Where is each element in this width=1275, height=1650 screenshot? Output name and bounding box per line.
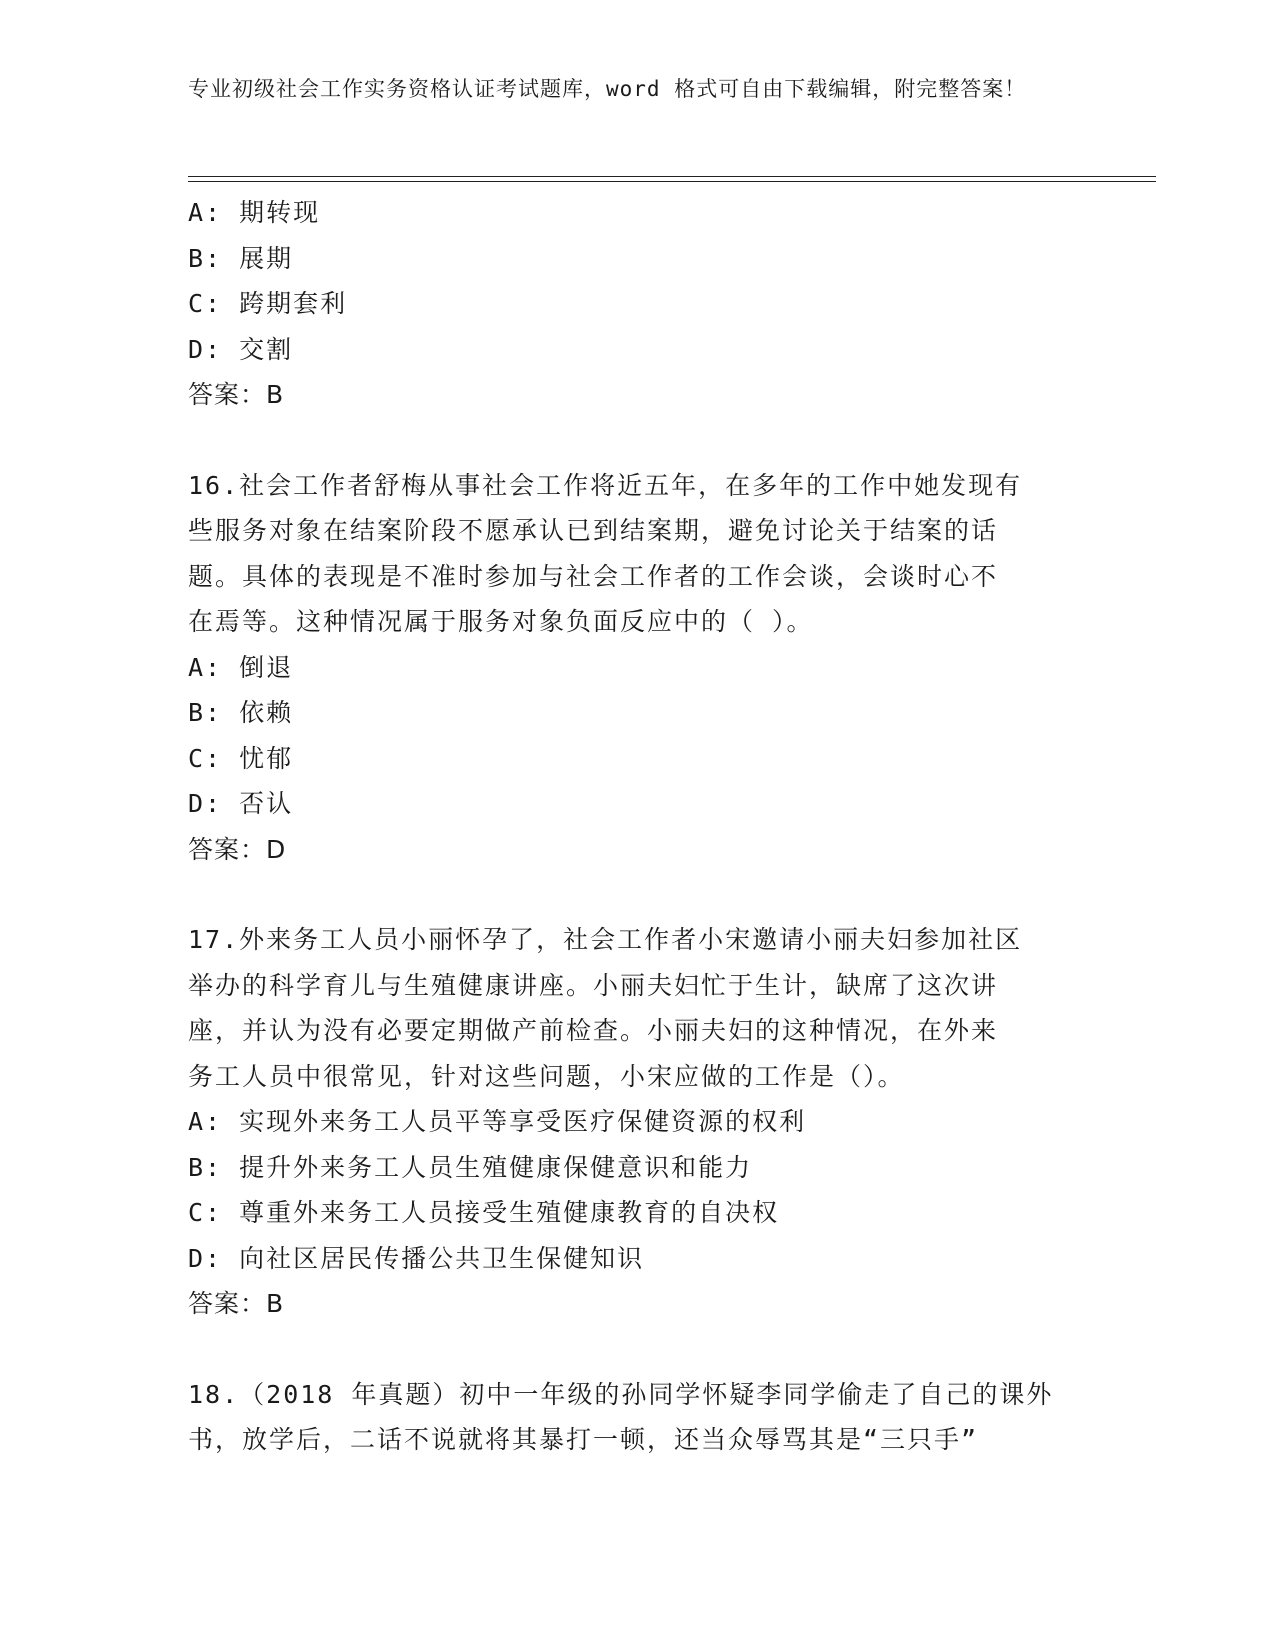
question-text xyxy=(188,463,1088,645)
answer-line: 答案：D xyxy=(188,834,287,864)
question-text-line: 座，并认为没有必要定期做产前检查。小丽夫妇的这种情况，在外来 xyxy=(188,1016,999,1045)
question-18 xyxy=(188,1372,1088,1463)
question-text-line: 书，放学后，二话不说就将其暴打一顿，还当众辱骂其是“三只手” xyxy=(188,1425,979,1454)
spacer xyxy=(188,1327,1088,1372)
option-d: D: 否认 xyxy=(188,789,294,818)
question-text-line: 题。具体的表现是不准时参加与社会工作者的工作会谈，会谈时心不 xyxy=(188,561,999,591)
question-16 xyxy=(188,463,1088,873)
question-text-line: 17.外来务工人员小丽怀孕了，社会工作者小宋邀请小丽夫妇参加社区 xyxy=(188,925,1023,954)
option-a: A: 倒退 xyxy=(188,652,294,682)
question-17 xyxy=(188,917,1088,1327)
spacer xyxy=(188,418,1088,463)
option-c: C: 忧郁 xyxy=(188,743,294,773)
question-text-line: 在焉等。这种情况属于服务对象负面反应中的（ ）。 xyxy=(188,607,814,636)
question-text-line: 务工人员中很常见，针对这些问题，小宋应做的工作是（）。 xyxy=(188,1061,905,1091)
header-divider-top xyxy=(188,176,1156,177)
document-header: 专业初级社会工作实务资格认证考试题库，word 格式可自由下载编辑，附完整答案！ xyxy=(188,77,1027,101)
option-a: A: 期转现 xyxy=(188,198,321,227)
answer-line: 答案：B xyxy=(188,1289,285,1318)
question-text xyxy=(188,1372,1088,1463)
header-divider-bottom xyxy=(188,181,1156,182)
question-text-line: 16.社会工作者舒梅从事社会工作将近五年，在多年的工作中她发现有 xyxy=(188,470,1023,500)
question-15 xyxy=(188,190,1088,418)
option-d: D: 向社区居民传播公共卫生保健知识 xyxy=(188,1243,645,1273)
option-b: B: 提升外来务工人员生殖健康保健意识和能力 xyxy=(188,1152,753,1182)
answer-line: 答案：B xyxy=(188,380,285,409)
option-c: C: 尊重外来务工人员接受生殖健康教育的自决权 xyxy=(188,1198,780,1227)
spacer xyxy=(188,872,1088,917)
question-text-line: 18.（2018 年真题）初中一年级的孙同学怀疑李同学偷走了自己的课外 xyxy=(188,1379,1054,1409)
question-text-line: 些服务对象在结案阶段不愿承认已到结案期，避免讨论关于结案的话 xyxy=(188,516,999,545)
question-text xyxy=(188,917,1088,1099)
option-a: A: 实现外来务工人员平等享受医疗保健资源的权利 xyxy=(188,1107,807,1136)
question-text-line: 举办的科学育儿与生殖健康讲座。小丽夫妇忙于生计，缺席了这次讲 xyxy=(188,970,999,1000)
option-b: B: 依赖 xyxy=(188,698,294,727)
question-list xyxy=(188,190,1088,1463)
option-c: C: 跨期套利 xyxy=(188,289,348,318)
option-d: D: 交割 xyxy=(188,334,294,364)
option-b: B: 展期 xyxy=(188,243,294,273)
